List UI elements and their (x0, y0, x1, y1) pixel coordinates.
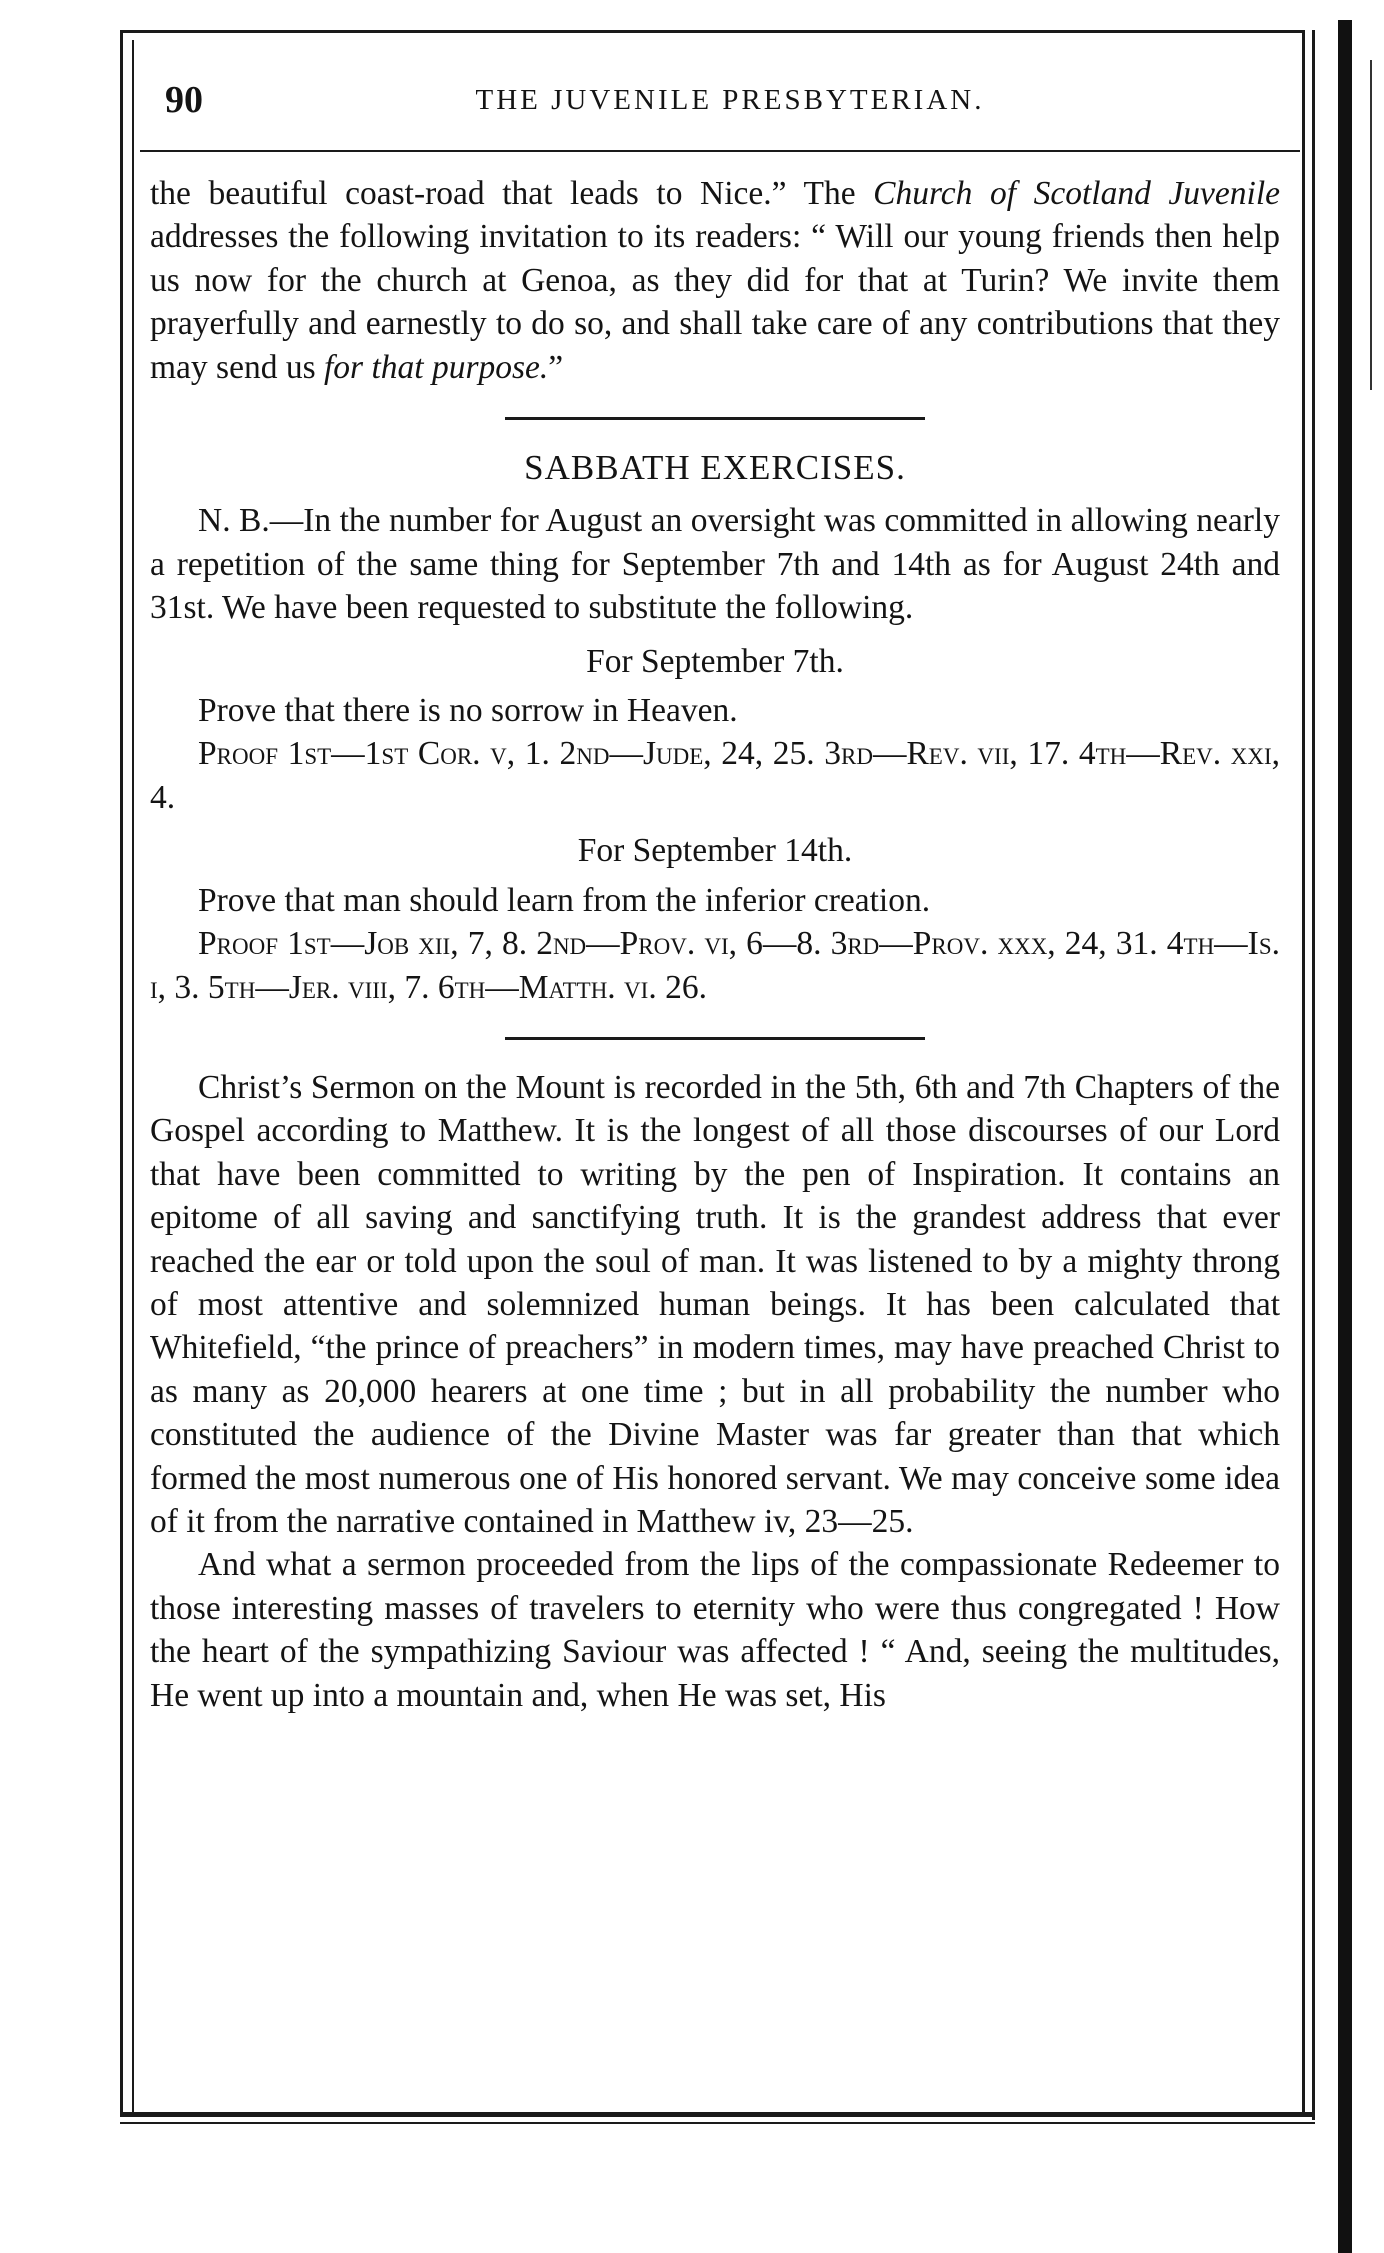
intro-text-d: ” (548, 348, 564, 386)
running-header (165, 78, 1295, 134)
section-title: SABBATH EXERCISES. (524, 448, 906, 488)
sep7-heading: For September 7th. (586, 642, 844, 680)
page-number: 90 (165, 79, 203, 121)
sermon-paragraph-1: Christ’s Sermon on the Mount is recorded in the 5th, 6th and 7th Chapters of the Gospel according to Matthew. It is the longest of all those discourses of our Lord that have been committed to writing by the pen of Inspiration. It contains an epitome of all saving and sanctifying truth. It is the grandest address that ever reached the ear or told upon the soul of man. It was listened to by a mighty throng of most attentive and solemnized human beings. It has been calculated that Whitefield, “the prince of preachers” in modern times, may have preached Christ to as many as 20,000 hearers at one time ; but in all probability the number who constituted the audience of the Divine Master was far greater than that which formed the most numerous one of His honored servant. We may conceive some idea of it from the narrative contained in Matthew iv, 23—25. (150, 1068, 1280, 1540)
bottom-rule-thin (120, 2122, 1315, 2124)
section-divider (505, 417, 925, 420)
running-title: THE JUVENILE PRESBYTERIAN. (475, 84, 985, 116)
sep7-prove: Prove that there is no sorrow in Heaven. (198, 692, 738, 730)
intro-text-b: addresses the following invitation to its readers: “ Will our young friends then help us now for the church at Genoa, as they did for that at Turin? We invite them prayerfully and earnestly to do so, and shall take care of any contributions that they may send us (150, 218, 1280, 386)
section-divider-2 (505, 1037, 925, 1040)
sep14-proofs: Proof 1st—Job xii, 7, 8. 2nd—Prov. vi, 6—8. 3rd—Prov. xxx, 24, 31. 4th—Is. i, 3. 5th—Jer. viii, 7. 6th—Matth. vi. 26. (150, 925, 1280, 1006)
book-spine-edge (1338, 20, 1352, 2253)
page-content (150, 172, 1280, 1717)
right-inner-rule (1312, 30, 1315, 2120)
intro-text-a: the beautiful coast-road that leads to Nice.” The (150, 175, 874, 212)
intro-paragraph (150, 172, 1280, 389)
spine-rule (1370, 60, 1372, 390)
sermon-paragraph-2: And what a sermon proceeded from the lips of the compassionate Redeemer to those interesting masses of travelers to eternity who were thus congregated ! How the heart of the sympathizing Saviour was affected ! “ And, seeing the multitudes, He went up into a mountain and, when He was set, His (150, 1546, 1280, 1714)
sep14-heading: For September 14th. (577, 832, 853, 870)
header-rule (140, 150, 1300, 152)
left-inner-rule (132, 40, 134, 2115)
note-paragraph: N. B.—In the number for August an oversight was committed in allowing nearly a repetition of the same thing for September 7th and 14th as for August 24th and 31st. We have been requested to substitute the following. (150, 502, 1280, 627)
intro-text-c: for that purpose. (324, 348, 549, 386)
sep7-proofs: Proof 1st—1st Cor. v, 1. 2nd—Jude, 24, 25. 3rd—Rev. vii, 17. 4th—Rev. xxi, 4. (150, 735, 1280, 816)
journal-name: Church of Scotland Juvenile (873, 175, 1281, 212)
bottom-rule (120, 2112, 1315, 2117)
sep14-prove: Prove that man should learn from the inferior creation. (198, 881, 931, 919)
